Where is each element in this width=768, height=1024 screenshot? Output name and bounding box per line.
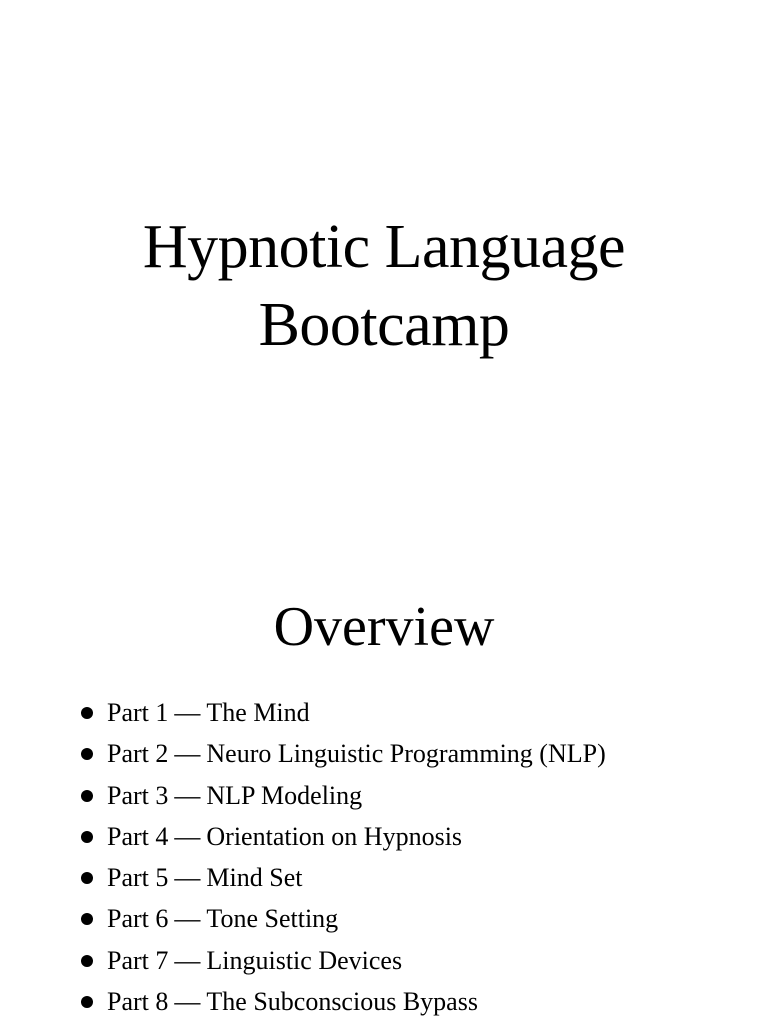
item-part: Part 6	[107, 904, 169, 934]
item-part: Part 4	[107, 821, 169, 851]
bullet-icon	[81, 872, 93, 884]
item-part: Part 3	[107, 780, 169, 810]
title-line-1: Hypnotic Language	[142, 213, 626, 281]
title-line-2: Bootcamp	[258, 291, 510, 359]
item-dash: —	[174, 698, 201, 727]
overview-heading: Overview	[273, 596, 495, 658]
list-item	[78, 857, 606, 898]
bullet-icon	[81, 831, 93, 843]
item-label: Tone Setting	[206, 904, 339, 934]
list-item	[78, 981, 606, 1022]
list-item	[78, 898, 606, 939]
bullet-icon	[81, 913, 93, 925]
item-dash: —	[174, 945, 201, 975]
bullet-icon	[81, 996, 93, 1008]
list-item	[78, 733, 606, 774]
overview-slide	[0, 512, 768, 1024]
item-part: Part 5	[107, 863, 169, 893]
list-item	[78, 940, 606, 981]
item-dash: —	[174, 739, 201, 769]
item-part: Part 8	[107, 987, 169, 1017]
bullet-icon	[81, 790, 93, 802]
item-dash: —	[174, 863, 201, 893]
bullet-icon	[81, 748, 93, 760]
item-label: The Subconscious Bypass	[206, 987, 478, 1017]
item-label: NLP Modeling	[206, 780, 363, 810]
list-item	[78, 775, 606, 816]
item-part: Part 7	[107, 945, 169, 975]
bullet-icon	[81, 955, 93, 967]
overview-list	[78, 692, 606, 1022]
list-item	[78, 692, 606, 733]
bullet-icon	[81, 707, 93, 719]
item-label: Mind Set	[206, 863, 303, 893]
item-part: Part 1	[107, 698, 169, 727]
item-dash: —	[174, 821, 201, 851]
item-dash: —	[174, 904, 201, 934]
item-dash: —	[174, 780, 201, 810]
item-part: Part 2	[107, 739, 169, 769]
item-label: Linguistic Devices	[206, 945, 403, 975]
page-title	[0, 208, 768, 364]
item-label: Orientation on Hypnosis	[206, 821, 463, 851]
item-label: Neuro Linguistic Programming (NLP)	[206, 739, 606, 769]
item-dash: —	[174, 987, 201, 1017]
list-item	[78, 816, 606, 857]
item-label: The Mind	[206, 698, 310, 727]
